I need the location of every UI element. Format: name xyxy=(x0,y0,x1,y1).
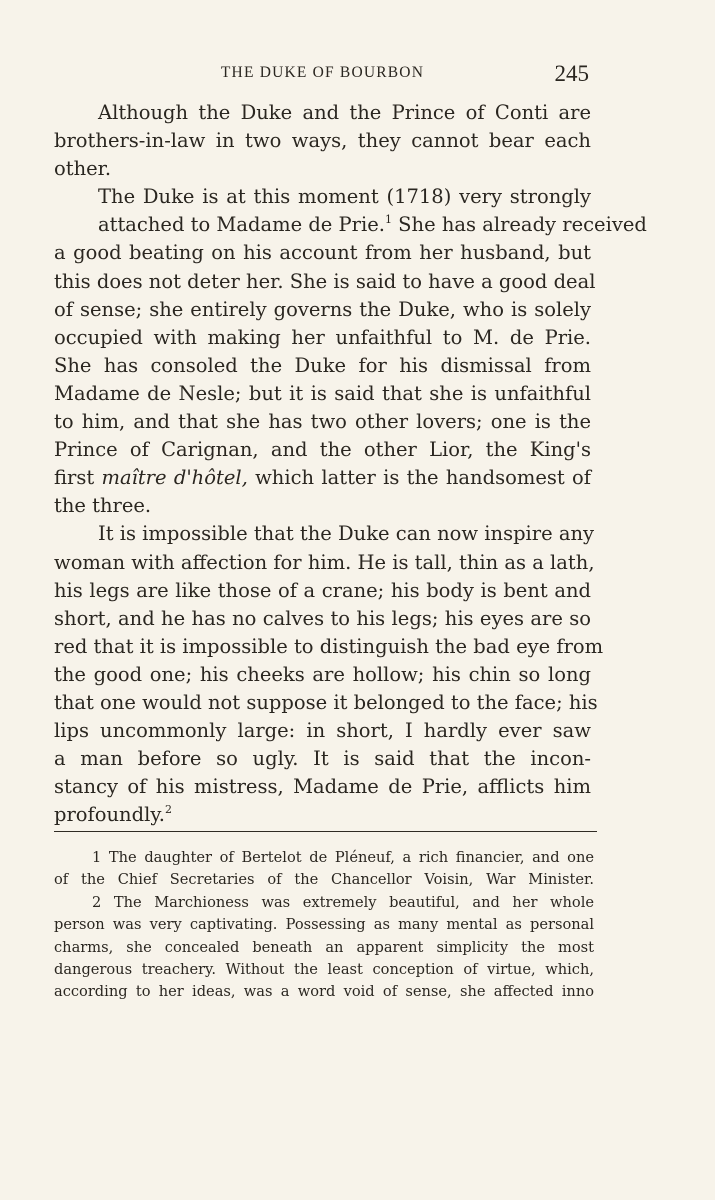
text-line: that one would not suppose it belonged to the face; his xyxy=(54,690,598,714)
text-segment: which latter is the handsomest of xyxy=(247,466,591,490)
footnote-line: according to her ideas, was a word void of sense, she affected inno xyxy=(54,983,594,1001)
footnotes xyxy=(54,847,594,1004)
text-line xyxy=(54,211,647,239)
footnote-line: dangerous treachery. Without the least conception of virtue, which, xyxy=(54,960,594,978)
text-line: Prince of Carignan, and the other Lior, the King's xyxy=(54,438,591,462)
text-line: brothers-in-law in two ways, they cannot bear each xyxy=(54,129,591,153)
text-line: his legs are like those of a crane; his body is bent and xyxy=(54,578,591,602)
text-line: to him, and that she has two other lovers; one is the xyxy=(54,410,591,434)
footnote-line: of the Chief Secretaries of the Chancellor Voisin, War Minister. xyxy=(54,871,594,889)
text-line: occupied with making her unfaithful to M. de Prie. xyxy=(54,325,591,349)
footnote-line: 2 The Marchioness was extremely beautiful, and her whole xyxy=(92,893,594,911)
text-line: short, and he has no calves to his legs; his eyes are so xyxy=(54,606,591,630)
footnote-line: 1 The daughter of Bertelot de Pléneuf, a rich financier, and one xyxy=(92,849,594,866)
text-line: red that it is impossible to distinguish the bad eye from xyxy=(54,634,604,658)
page-number: 245 xyxy=(554,61,589,86)
footnote-rule xyxy=(54,831,597,832)
text-line: The Duke is at this moment (1718) very strongly xyxy=(98,185,591,209)
text-line xyxy=(54,464,591,492)
text-segment: She has already received xyxy=(391,213,647,237)
text-line: of sense; she entirely governs the Duke, who is solely xyxy=(54,297,591,321)
text-line xyxy=(54,801,591,829)
text-segment: first xyxy=(54,466,102,490)
footnote-line: person was very captivating. Possessing as many mental as personal xyxy=(54,916,594,934)
footnote-marker-1: 1 xyxy=(384,213,392,227)
text-line: other. xyxy=(54,157,112,181)
running-head: THE DUKE OF BOURBON xyxy=(220,64,425,81)
text-line: the three. xyxy=(54,494,152,518)
text-line: lips uncommonly large: in short, I hardly ever saw xyxy=(54,719,591,743)
text-line: a good beating on his account from her husband, but xyxy=(54,241,591,265)
footnote-line: charms, she concealed beneath an apparent simplicity the most xyxy=(54,938,594,956)
text-line: Although the Duke and the Prince of Conti are xyxy=(98,101,591,124)
text-line: the good one; his cheeks are hollow; his chin so long xyxy=(54,662,591,686)
text-line: stancy of his mistress, Madame de Prie, afflicts him xyxy=(54,775,591,799)
text-line: this does not deter her. She is said to have a good deal xyxy=(54,269,596,293)
footnote-marker-2: 2 xyxy=(164,803,172,817)
text-segment: profoundly. xyxy=(54,803,165,827)
text-line: She has consoled the Duke for his dismissal from xyxy=(54,353,591,377)
italic-phrase: maître d'hôtel, xyxy=(101,466,248,490)
body-text xyxy=(54,99,647,829)
page-header xyxy=(54,61,591,88)
text-line: It is impossible that the Duke can now inspire any xyxy=(98,522,595,546)
text-line: a man before so ugly. It is said that the incon- xyxy=(54,747,591,771)
text-line: Madame de Nesle; but it is said that she is unfaithful xyxy=(54,381,591,405)
text-line: woman with affection for him. He is tall, thin as a lath, xyxy=(54,550,595,574)
text-segment: attached to Madame de Prie. xyxy=(98,213,385,237)
